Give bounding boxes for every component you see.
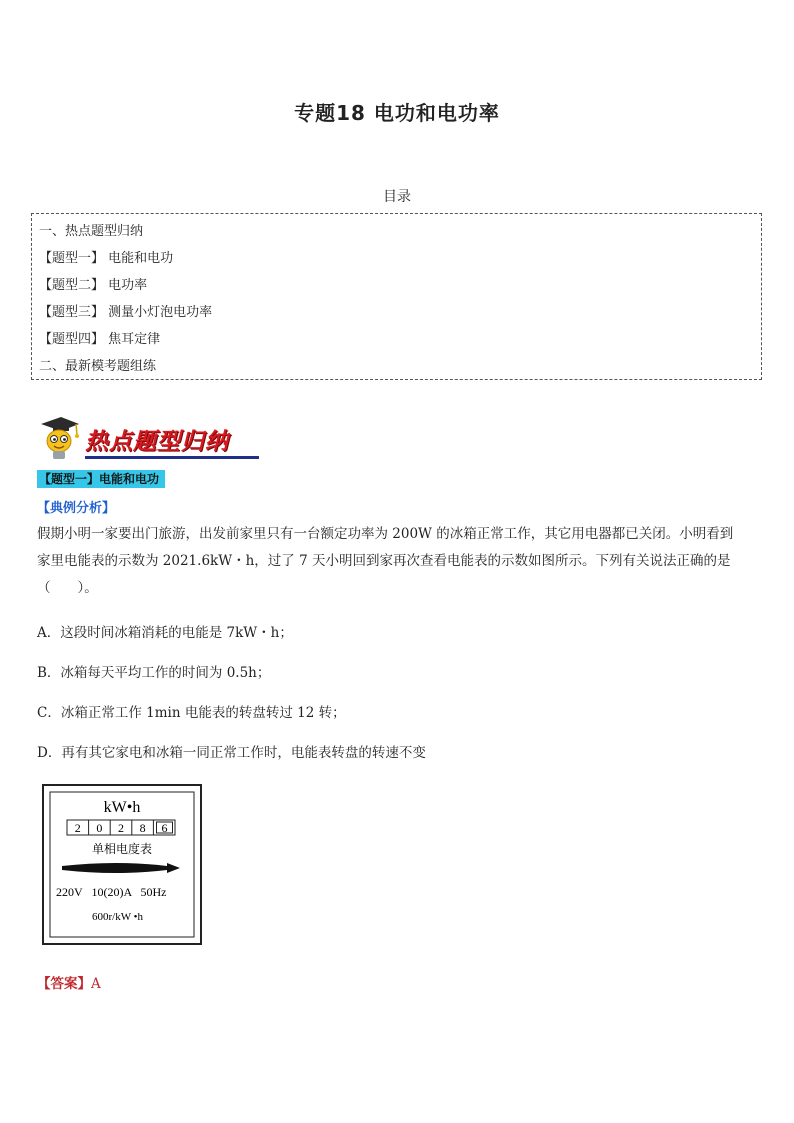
table-of-contents xyxy=(31,213,762,380)
example-label: 【典例分析】 xyxy=(37,501,116,516)
meter-specs: 220V 10(20)A 50Hz xyxy=(56,885,167,899)
answer xyxy=(37,972,101,992)
question-line: 家里电能表的示数为 2021.6kW・h，过了 7 天小明回到家再次查看电能表的示数如图所示。下列有关说法正确的是 xyxy=(37,553,731,569)
meter-digit-decimal: 6 xyxy=(161,821,168,835)
meter-digit: 8 xyxy=(139,821,146,835)
meter-unit: kW•h xyxy=(103,799,141,816)
option-a: A．这段时间冰箱消耗的电能是 7kW・h； xyxy=(37,625,293,641)
meter-digit: 2 xyxy=(118,821,124,835)
toc-heading: 目录 xyxy=(383,189,411,205)
meter-rate: 600r/kW •h xyxy=(92,911,144,923)
question-line: （ ）。 xyxy=(37,580,98,596)
section-banner xyxy=(35,415,259,461)
option-d: D．再有其它家电和冰箱一同正常工作时，电能表转盘的转速不变 xyxy=(37,745,426,761)
meter-digit: 2 xyxy=(74,821,81,835)
answer-value: A xyxy=(91,976,101,992)
meter-digit: 0 xyxy=(96,821,103,835)
topic-tag: 【题型一】电能和电功 xyxy=(37,470,165,488)
banner-underline xyxy=(85,456,259,459)
scholar-mascot-icon xyxy=(35,415,83,461)
answer-label: 【答案】 xyxy=(37,976,91,992)
toc-item[interactable]: 【题型一】 电能和电功 xyxy=(39,251,174,266)
electric-meter-figure xyxy=(42,784,202,945)
toc-item[interactable]: 【题型二】 电功率 xyxy=(39,278,148,293)
option-b: B．冰箱每天平均工作的时间为 0.5h； xyxy=(37,665,271,681)
option-c: C．冰箱正常工作 1min 电能表的转盘转过 12 转； xyxy=(37,705,346,721)
meter-name: 单相电度表 xyxy=(91,842,153,856)
toc-item[interactable]: 一、热点题型归纳 xyxy=(39,224,144,239)
toc-item[interactable]: 【题型三】 测量小灯泡电功率 xyxy=(39,305,213,320)
page-title: 专题18 电功和电功率 xyxy=(294,101,500,125)
toc-item[interactable]: 二、最新模考题组练 xyxy=(39,359,157,374)
toc-item[interactable]: 【题型四】 焦耳定律 xyxy=(39,332,161,347)
question-line: 假期小明一家要出门旅游，出发前家里只有一台额定功率为 200W 的冰箱正常工作，其它用电器都已关闭。小明看到 xyxy=(37,526,734,542)
section-banner-title: 热点题型归纳 xyxy=(85,429,229,455)
